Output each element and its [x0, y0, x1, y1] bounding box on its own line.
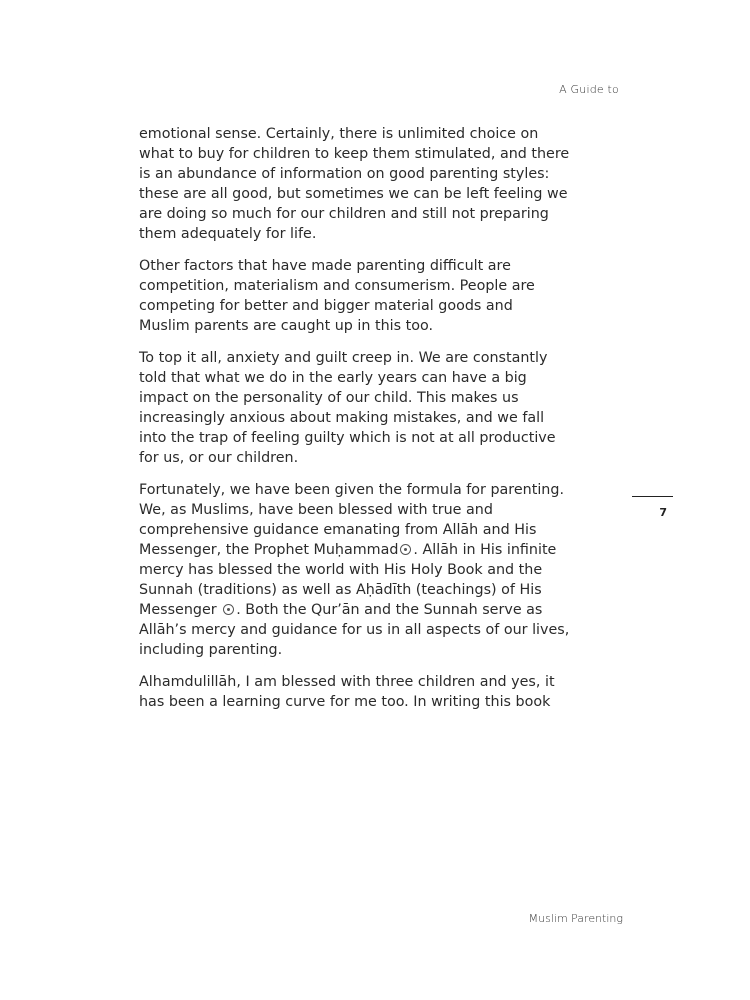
text-line: Muslim parents are caught up in this too.	[139, 318, 434, 334]
text-line: Sunnah (traditions) as well as Aḥādīth (teachings) of His	[139, 582, 542, 598]
text-line: are doing so much for our children and still not preparing	[139, 206, 549, 222]
text-line	[139, 600, 629, 620]
text-line: impact on the personality of our child. This makes us	[139, 390, 519, 406]
text-line: comprehensive guidance emanating from Allāh and His	[139, 522, 537, 538]
folio-rule	[632, 496, 673, 497]
text-line: emotional sense. Certainly, there is unlimited choice on	[139, 126, 539, 142]
page-number: 7	[659, 506, 667, 519]
text-line: into the trap of feeling guilty which is not at all productive	[139, 430, 556, 446]
text-line: these are all good, but sometimes we can be left feeling we	[139, 186, 568, 202]
paragraph-5	[139, 672, 629, 712]
text-line: Allāh’s mercy and guidance for us in all aspects of our lives,	[139, 622, 570, 638]
text-line: mercy has blessed the world with His Holy Book and the	[139, 562, 543, 578]
text-line: To top it all, anxiety and guilt creep in. We are constantly	[139, 350, 548, 366]
text-line: for us, or our children.	[139, 450, 299, 466]
text-line: increasingly anxious about making mistakes, and we fall	[139, 410, 545, 426]
running-foot: Muslim Parenting	[528, 912, 623, 925]
body-text	[139, 124, 629, 724]
text-segment: . Allāh in His infinite	[413, 542, 557, 558]
paragraph-1	[139, 124, 629, 244]
text-line: including parenting.	[139, 642, 283, 658]
text-line: We, as Muslims, have been blessed with true and	[139, 502, 493, 518]
text-line	[139, 540, 629, 560]
text-line: Alhamdulillāh, I am blessed with three children and yes, it	[139, 674, 555, 690]
text-line: told that what we do in the early years can have a big	[139, 370, 527, 386]
text-line: what to buy for children to keep them stimulated, and there	[139, 146, 570, 162]
text-segment: Messenger, the Prophet Muḥammad	[139, 542, 399, 558]
text-line: Fortunately, we have been given the formula for parenting.	[139, 482, 564, 498]
text-line: is an abundance of information on good parenting styles:	[139, 166, 550, 182]
paragraph-3	[139, 348, 629, 468]
paragraph-4	[139, 480, 629, 660]
text-line: Other factors that have made parenting difficult are	[139, 258, 511, 274]
salawat-symbol-icon	[223, 604, 234, 615]
paragraph-2	[139, 256, 629, 336]
salawat-symbol-icon	[400, 544, 411, 555]
text-line: competition, materialism and consumerism. People are	[139, 278, 535, 294]
text-line: competing for better and bigger material goods and	[139, 298, 513, 314]
text-segment: . Both the Qur’ān and the Sunnah serve as	[236, 602, 543, 618]
text-segment: Messenger	[139, 602, 217, 618]
running-head: A Guide to	[559, 83, 619, 96]
text-line: them adequately for life.	[139, 226, 317, 242]
text-line: has been a learning curve for me too. In writing this book	[139, 694, 551, 710]
